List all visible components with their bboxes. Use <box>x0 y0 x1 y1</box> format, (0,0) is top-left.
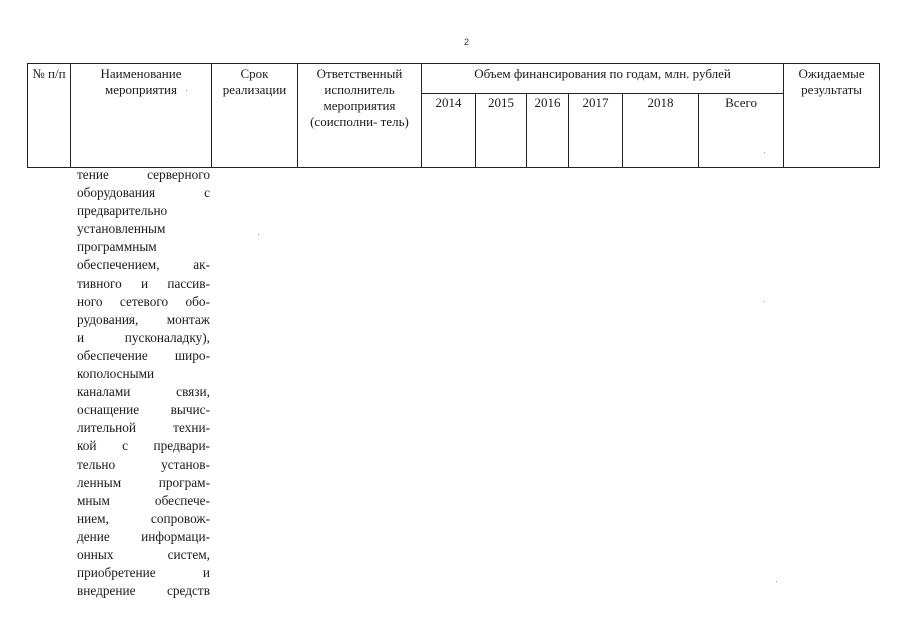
col-header-executor: Ответственный исполнитель мероприятия (соисполни- тель) <box>298 64 422 168</box>
col-header-year-2014: 2014 <box>422 94 476 168</box>
text-line: программным <box>77 239 157 255</box>
col-header-number: № п/п <box>28 64 71 168</box>
text-line: кополосными <box>77 366 155 382</box>
page-number: 2 <box>464 37 470 47</box>
text-line: нием, сопровож- <box>77 510 210 526</box>
text-line: внедрение средств <box>77 583 210 599</box>
col-header-total: Всего <box>699 94 784 168</box>
scan-speck <box>764 152 765 153</box>
text-line: дение информаци- <box>77 528 210 544</box>
text-line: тивного и пассив- <box>77 275 210 291</box>
text-line: мным обеспече- <box>77 492 210 508</box>
scan-speck <box>776 581 777 582</box>
col-header-funding: Объем финансирования по годам, млн. рублей <box>422 64 784 94</box>
text-line: ного сетевого обо- <box>77 293 210 309</box>
text-line: онных систем, <box>77 546 210 562</box>
table-header <box>27 63 880 168</box>
text-line: оборудования с <box>77 185 210 201</box>
col-header-name: Наименование мероприятия <box>71 64 212 168</box>
text-line: установленным <box>77 221 166 237</box>
text-line: тельно установ- <box>77 456 210 472</box>
text-line: оснащение вычис- <box>77 402 210 418</box>
text-line: приобретение и <box>77 565 210 581</box>
text-line: обеспечение широ- <box>77 347 210 363</box>
text-line: обеспечением, ак- <box>77 257 210 273</box>
col-header-year-2017: 2017 <box>569 94 623 168</box>
text-line: предварительно <box>77 203 168 219</box>
text-line: лительной техни- <box>77 420 210 436</box>
text-line: каналами связи, <box>77 384 210 400</box>
scan-speck <box>186 90 187 91</box>
col-header-year-2018: 2018 <box>623 94 699 168</box>
text-line: рудования, монтаж <box>77 311 210 327</box>
col-header-results: Ожидаемые результаты <box>784 64 880 168</box>
text-line: ленным програм- <box>77 474 210 490</box>
col-header-year-2016: 2016 <box>527 94 569 168</box>
text-line: и пусконаладку), <box>77 329 210 345</box>
col-header-year-2015: 2015 <box>476 94 527 168</box>
scan-speck <box>763 301 764 302</box>
scan-speck <box>258 234 259 235</box>
activity-description <box>77 166 210 600</box>
text-line: кой с предвари- <box>77 438 210 454</box>
text-line: тение серверного <box>77 167 210 182</box>
col-header-term: Срок реализации <box>212 64 298 168</box>
